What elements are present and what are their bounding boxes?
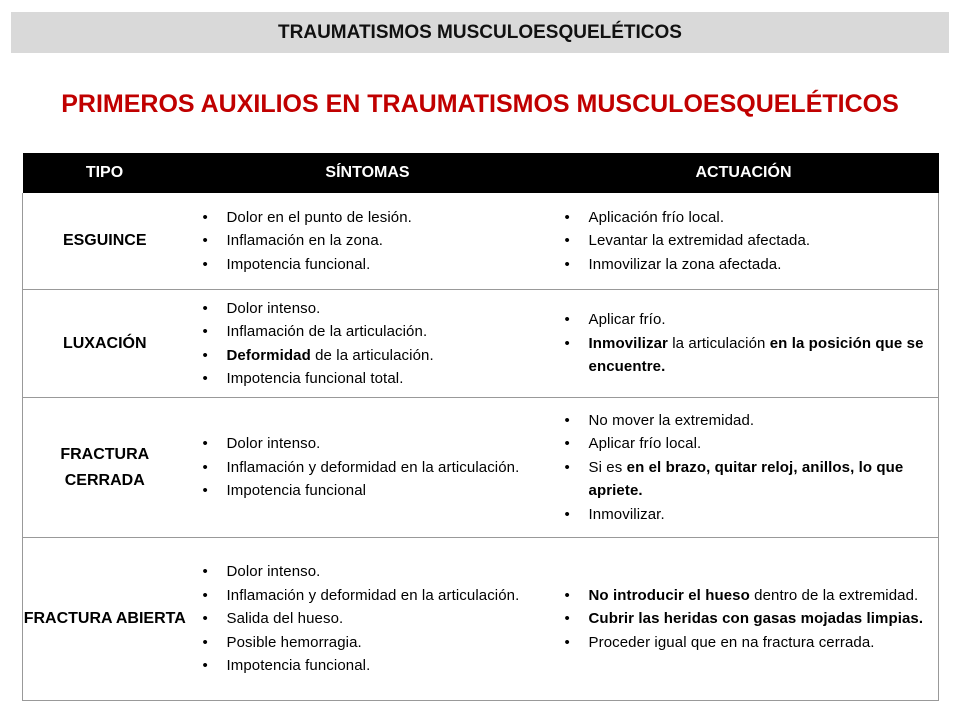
text: Inmovilizar la zona afectada. [588,255,782,273]
list-item [589,631,933,655]
text: Impotencia funcional. [226,657,371,675]
list-item [227,344,543,368]
actuacion-cell [549,398,939,538]
table-row [23,398,939,538]
text: Inflamación de la articulación. [226,323,428,340]
text: Inmovilizar. [588,505,665,523]
list-item [227,456,543,480]
table-row [23,538,939,701]
bold-text: No introducir el hueso [588,586,750,604]
tipo-cell: FRACTURA CERRADA [23,398,187,538]
bold-text: en la posición que se encuentre. [588,334,924,376]
sintomas-cell [187,398,549,538]
list-item [227,560,543,584]
text: Inflamación y deformidad en la articulación. [226,586,520,604]
text: Impotencia funcional total. [226,370,404,387]
bold-text: Cubrir las heridas con gasas mojadas limpias. [588,610,924,628]
text: Dolor intenso. [226,299,321,317]
list-item [589,229,933,253]
actuacion-cell [549,290,939,398]
page-title: PRIMEROS AUXILIOS EN TRAUMATISMOS MUSCULOESQUELÉTICOS [61,90,899,118]
text: Impotencia funcional. [226,255,371,273]
sintomas-list [187,200,549,283]
sintomas-cell [187,193,549,290]
text: la articulación [667,334,770,352]
list-item [589,409,933,433]
table-header-row [23,153,939,193]
text: Proceder igual que en na fractura cerrada. [588,633,875,651]
table-row [23,290,939,398]
header-sintomas: SÍNTOMAS [187,153,549,193]
list-item [227,607,543,631]
list-item [227,631,543,655]
sintomas-cell [187,538,549,701]
tipo-cell: LUXACIÓN [23,290,187,398]
list-item [227,432,543,456]
sintomas-list [187,426,549,509]
text: de la articulación. [310,346,434,364]
bold-text: Inmovilizar [588,334,668,352]
text: Dolor intenso. [226,563,321,581]
list-item [227,367,543,391]
list-item [589,432,933,456]
tipo-cell: ESGUINCE [23,193,187,290]
list-item [227,253,543,277]
list-item [589,456,933,503]
text: Levantar la extremidad afectada. [588,232,811,250]
text: Aplicar frío. [588,311,666,329]
list-item [589,607,933,631]
list-item [227,654,543,678]
actuacion-list [549,302,939,385]
text: Impotencia funcional [226,482,367,500]
text: Salida del hueso. [226,610,344,628]
text: Posible hemorragia. [226,633,362,651]
actuacion-cell [549,193,939,290]
table-row [23,193,939,290]
list-item [589,584,933,608]
sintomas-list [187,291,549,397]
actuacion-list [549,403,939,533]
list-item [227,320,543,344]
top-banner [11,12,949,53]
tipo-cell: FRACTURA ABIERTA [23,538,187,701]
list-item [227,206,543,230]
text: No mover la extremidad. [588,411,755,429]
list-item [227,584,543,608]
text: Inflamación y deformidad en la articulación. [226,458,520,476]
list-item [227,479,543,503]
sintomas-cell [187,290,549,398]
first-aid-table [22,153,939,701]
list-item [589,308,933,332]
text: Aplicar frío local. [588,435,702,453]
sintomas-list [187,554,549,684]
text: Dolor intenso. [226,435,321,453]
header-tipo: TIPO [23,153,187,193]
actuacion-list [549,578,939,661]
banner-title: TRAUMATISMOS MUSCULOESQUELÉTICOS [278,21,682,43]
list-item [589,206,933,230]
bold-text: Deformidad [226,346,311,364]
header-actuacion: ACTUACIÓN [549,153,939,193]
bold-text: en el brazo, quitar reloj, anillos, lo que apriete. [588,458,904,500]
text: Dolor en el punto de lesión. [226,208,412,226]
actuacion-list [549,200,939,283]
text: Inflamación en la zona. [226,232,384,250]
list-item [589,253,933,277]
list-item [589,503,933,527]
list-item [227,297,543,321]
list-item [589,332,933,379]
actuacion-cell [549,538,939,701]
text: dentro de la extremidad. [749,586,919,604]
text: Aplicación frío local. [588,208,725,226]
list-item [227,229,543,253]
text: Si es [588,458,627,476]
